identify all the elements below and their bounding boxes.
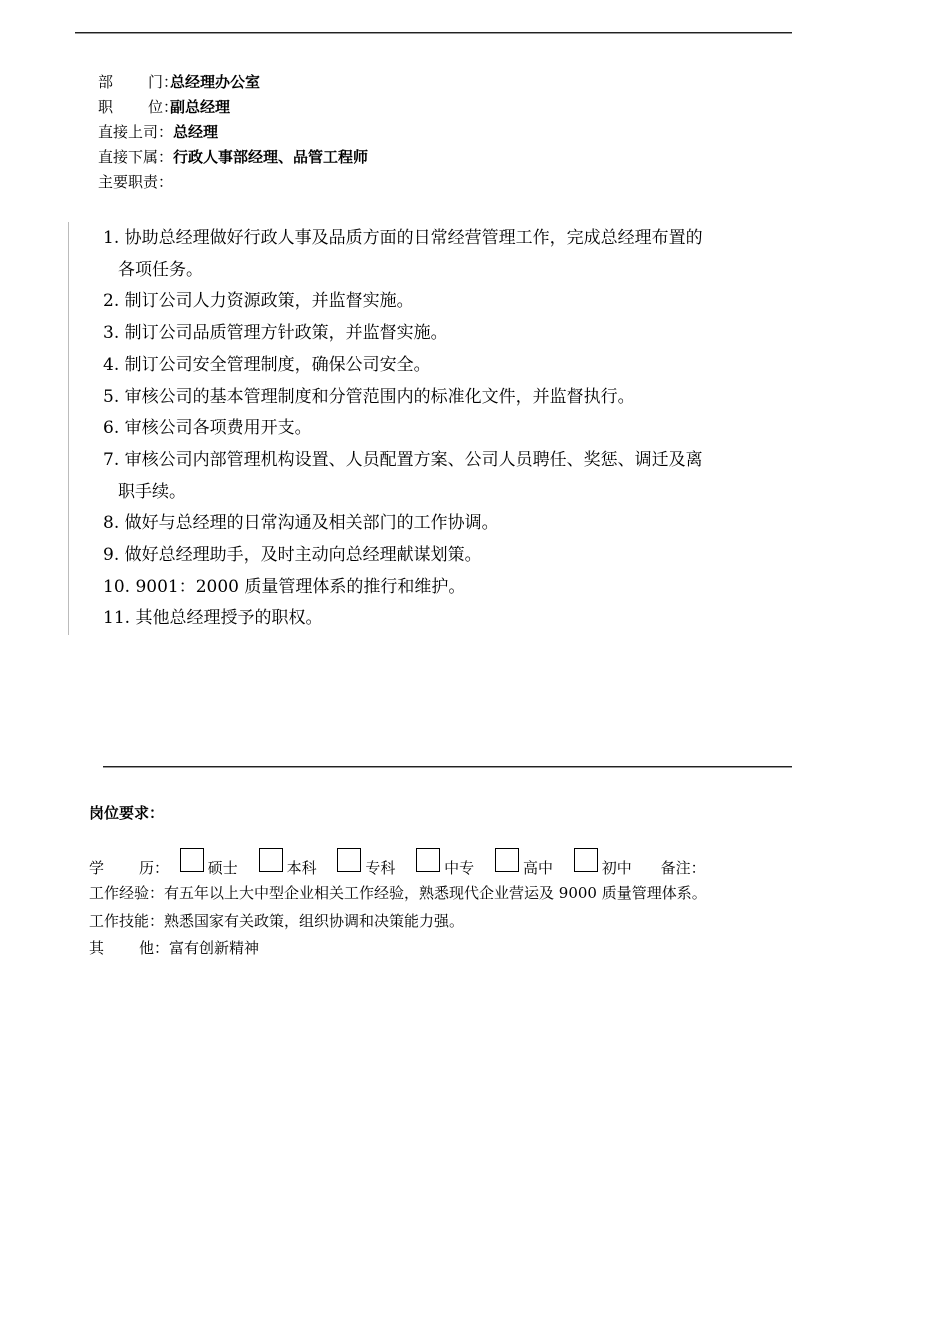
duty-item — [103, 508, 793, 540]
duty-item — [103, 413, 793, 445]
duty-number: 1. — [103, 228, 120, 248]
position-row — [98, 95, 368, 120]
duty-text: 其他总经理授予的职权。 — [135, 608, 323, 629]
duty-number: 4. — [103, 354, 120, 375]
department-label-b: 门： — [148, 73, 179, 91]
supervisor-row — [98, 120, 368, 145]
checkbox-associate[interactable] — [337, 848, 361, 872]
checkbox-juniorhigh[interactable] — [574, 848, 598, 872]
duty-number: 2. — [103, 291, 120, 312]
checkbox-technical[interactable] — [416, 848, 440, 872]
duty-item — [103, 223, 793, 286]
duty-text: 审核公司内部管理机构设置、人员配置方案、公司人员聘任、奖惩、调迁及离 — [124, 449, 703, 470]
duty-item — [103, 318, 793, 350]
duty-item — [103, 445, 793, 508]
education-option-bachelor[interactable] — [259, 848, 317, 877]
other-label-a: 其 — [89, 939, 105, 957]
education-option-associate[interactable] — [337, 848, 396, 877]
education-label-b: 历： — [139, 859, 170, 877]
option-label: 初中 — [601, 859, 632, 877]
requirements-title: 岗位要求： — [89, 804, 165, 822]
checkbox-master[interactable] — [180, 848, 204, 872]
duty-number: 5. — [103, 386, 120, 407]
education-option-highschool[interactable] — [495, 848, 553, 877]
duties-label: 主要职责： — [98, 173, 174, 191]
duty-text: 制订公司品质管理方针政策，并监督实施。 — [124, 323, 448, 344]
duty-number: 7. — [103, 449, 120, 470]
position-label-a: 职 — [98, 98, 114, 116]
duty-number: 6. — [103, 418, 120, 439]
requirements-details — [89, 880, 707, 963]
option-label: 本科 — [286, 859, 317, 877]
duty-number: 10. — [103, 576, 131, 597]
position-info — [98, 70, 368, 195]
duty-item — [103, 603, 793, 635]
duty-text: 做好总经理助手，及时主动向总经理献谋划策。 — [124, 545, 482, 566]
duties-list — [103, 223, 793, 635]
other-line — [89, 935, 707, 963]
subordinates-row — [98, 145, 368, 170]
other-value: 富有创新精神 — [169, 939, 260, 957]
duty-number: 3. — [103, 323, 120, 344]
skills-line: 工作技能：熟悉国家有关政策，组织协调和决策能力强。 — [89, 911, 465, 930]
position-label-b: 位： — [148, 98, 179, 116]
duty-item — [103, 286, 793, 318]
duty-text: 9001：2000 质量管理体系的推行和维护。 — [135, 576, 466, 597]
education-option-master[interactable] — [180, 848, 238, 877]
option-label: 高中 — [522, 859, 553, 877]
duty-item — [103, 382, 793, 414]
top-divider — [75, 32, 792, 34]
duty-item — [103, 350, 793, 382]
duty-text: 做好与总经理的日常沟通及相关部门的工作协调。 — [124, 513, 499, 534]
section-divider — [103, 766, 792, 768]
education-option-technical[interactable] — [416, 848, 475, 877]
duty-item — [103, 572, 793, 604]
department-row — [98, 70, 368, 95]
checkbox-highschool[interactable] — [495, 848, 519, 872]
supervisor-label: 直接上司： — [98, 123, 174, 141]
education-note-label: 备注： — [660, 859, 706, 877]
option-label: 专科 — [365, 859, 396, 877]
position-value: 副总经理 — [170, 98, 231, 116]
duty-text: 制订公司安全管理制度，确保公司安全。 — [124, 354, 431, 375]
duty-number: 11. — [103, 608, 131, 629]
department-value: 总经理办公室 — [170, 73, 261, 91]
education-option-juniorhigh[interactable] — [574, 848, 632, 877]
option-label: 硕士 — [207, 859, 238, 877]
subordinates-value: 行政人事部经理、品管工程师 — [173, 148, 369, 166]
checkbox-bachelor[interactable] — [259, 848, 283, 872]
education-label-a: 学 — [89, 859, 105, 877]
duty-text: 制订公司人力资源政策，并监督实施。 — [124, 291, 414, 312]
subordinates-label: 直接下属： — [98, 148, 174, 166]
duty-text: 审核公司各项费用开支。 — [124, 418, 312, 439]
duties-left-border — [68, 222, 69, 635]
experience-line: 工作经验：有五年以上大中型企业相关工作经验，熟悉现代企业营运及 9000 质量管理体系。 — [89, 884, 707, 902]
duties-heading-row — [98, 170, 368, 195]
duty-number: 8. — [103, 513, 120, 534]
duty-text: 审核公司的基本管理制度和分管范围内的标准化文件，并监督执行。 — [124, 386, 635, 407]
department-label-a: 部 — [98, 73, 114, 91]
option-label: 中专 — [444, 859, 475, 877]
duty-continuation: 职手续。 — [118, 481, 186, 502]
duty-item — [103, 540, 793, 572]
other-label-b: 他： — [139, 939, 170, 957]
supervisor-value: 总经理 — [173, 123, 219, 141]
duty-continuation: 各项任务。 — [118, 259, 203, 280]
duty-number: 9. — [103, 545, 120, 566]
duty-text: 协助总经理做好行政人事及品质方面的日常经营管理工作，完成总经理布置的 — [124, 228, 703, 248]
education-row — [89, 848, 706, 876]
